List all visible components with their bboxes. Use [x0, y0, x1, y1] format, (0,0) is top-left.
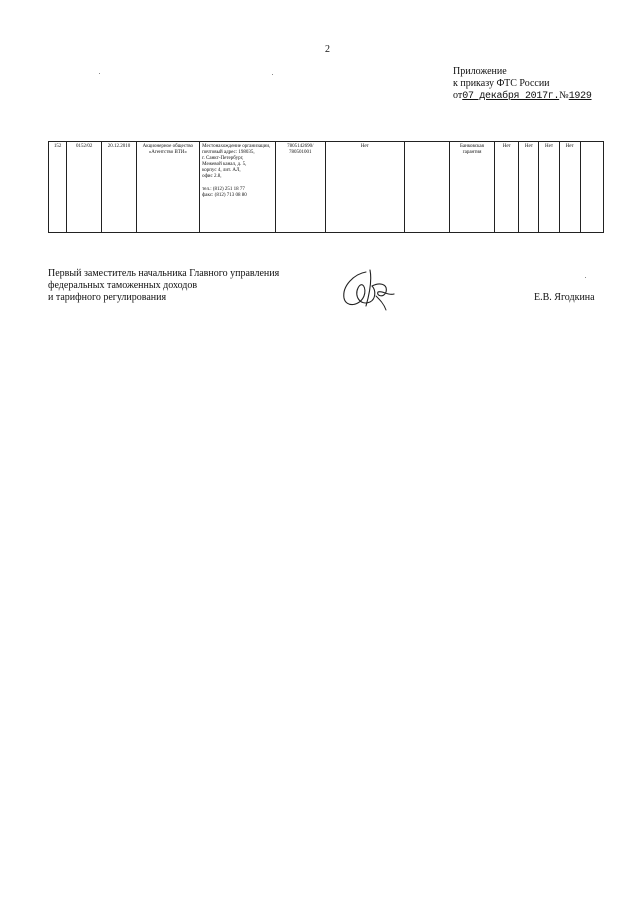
appendix-date-prefix: от: [453, 90, 463, 101]
cell-col8: [404, 142, 449, 233]
cell-col10: Нет: [495, 142, 519, 233]
appendix-date: 07 декабря 2017г.: [462, 91, 560, 102]
spacer: [202, 180, 273, 187]
appendix-header: [453, 66, 592, 103]
address-line: г. Санкт-Петербург,: [202, 156, 244, 161]
registry-table: [48, 141, 604, 233]
page-number: 2: [325, 44, 330, 55]
cell-number: 152: [49, 142, 67, 233]
address-line: корпус 4, лит. АЛ,: [202, 168, 241, 173]
cell-inn-kpp: 7805142690/ 780501001: [275, 142, 325, 233]
signer-name: Е.В. Ягодкина: [534, 292, 595, 303]
appendix-order-ref: к приказу ФТС России: [453, 78, 550, 89]
table-row: [49, 142, 604, 233]
signatory-line: и тарифного регулирования: [48, 292, 167, 303]
cell-col11: Нет: [519, 142, 539, 233]
handwritten-signature: [336, 266, 400, 314]
phone-line: тел.: (812) 251 18 77: [202, 187, 245, 192]
appendix-date-line: [453, 90, 592, 103]
fax-line: факс: (812) 713 08 80: [202, 193, 247, 198]
scan-speck: [585, 277, 586, 278]
address-line: почтовый адрес: 198035,: [202, 150, 255, 155]
cell-address: [200, 142, 276, 233]
address-line: Межевой канал, д. 5,: [202, 162, 247, 167]
cell-org-name: Акционерное общество «Агентство ВТИ»: [136, 142, 199, 233]
cell-col14: [580, 142, 603, 233]
address-line: Местонахождение организации,: [202, 144, 271, 149]
cell-reg-number: 0152/02: [67, 142, 102, 233]
cell-col13: Нет: [559, 142, 580, 233]
signatory-line: Первый заместитель начальника Главного управления: [48, 268, 280, 279]
signatory-line: федеральных таможенных доходов: [48, 280, 198, 291]
signatory-position: [48, 268, 279, 304]
cell-col12: Нет: [539, 142, 559, 233]
cell-date: 20.12.2010: [102, 142, 136, 233]
scan-speck: [272, 74, 273, 75]
appendix-number-prefix: №: [559, 90, 569, 101]
cell-guarantee: Банковская гарантия: [449, 142, 494, 233]
appendix-title: Приложение: [453, 66, 507, 77]
address-line: офис 2.8,: [202, 174, 222, 179]
cell-col7: Нет: [325, 142, 404, 233]
appendix-number: 1929: [568, 91, 592, 102]
scan-speck: [99, 73, 100, 74]
